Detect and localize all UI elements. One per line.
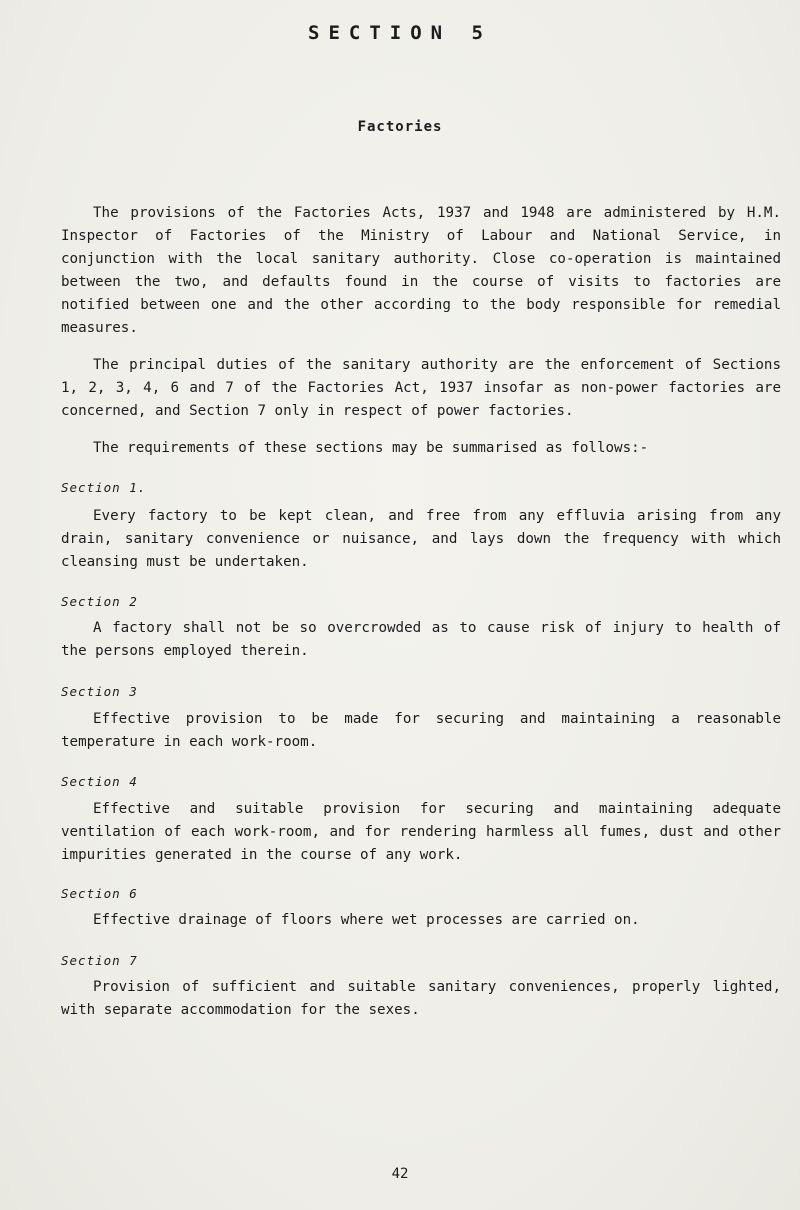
section-title: SECTION 5 (308, 22, 492, 44)
intro-paragraph: The provisions of the Factories Acts, 1937 and 1948 are administered by H.M. Inspector of Factories of the Ministry of Labour and National Service, in conjunction with the local sanitary authority. Close co-operation is maintained between the two, and defaults found in the course of visits to factories are notified between one and the other according to the body responsible for remedial measures. (61, 205, 781, 336)
section-text: Every factory to be kept clean, and free from any effluvia arising from any drain, sanitary convenience or nuisance, and lays down the frequency with which cleansing must be undertaken. (61, 508, 781, 570)
section-label: Section 6 (61, 886, 138, 901)
section-text: Provision of sufficient and suitable sanitary conveniences, properly lighted, with separate accommodation for the sexes. (61, 979, 781, 1018)
section-text: A factory shall not be so overcrowded as to cause risk of injury to health of the persons employed therein. (61, 620, 781, 659)
page-subheading: Factories (357, 119, 443, 135)
requirements-paragraph: The requirements of these sections may be summarised as follows:- (93, 440, 649, 456)
section-text: Effective drainage of floors where wet processes are carried on. (93, 912, 640, 928)
section-label: Section 1. (61, 480, 147, 495)
section-text: Effective and suitable provision for securing and maintaining adequate ventilation of each work-room, and for rendering harmless all fumes, dust and other impurities generated in the course of any work. (61, 801, 781, 863)
section-label: Section 4 (61, 774, 138, 789)
section-text: Effective provision to be made for securing and maintaining a reasonable temperature in each work-room. (61, 711, 781, 750)
section-label: Section 2 (61, 594, 138, 609)
section-label: Section 7 (61, 953, 138, 968)
page-number: 42 (391, 1166, 409, 1182)
duties-paragraph: The principal duties of the sanitary authority are the enforcement of Sections 1, 2, 3, 4, 6 and 7 of the Factories Act, 1937 insofar as non-power factories are concerned, and Section 7 only in respect of power factories. (61, 357, 781, 419)
section-label: Section 3 (61, 684, 138, 699)
